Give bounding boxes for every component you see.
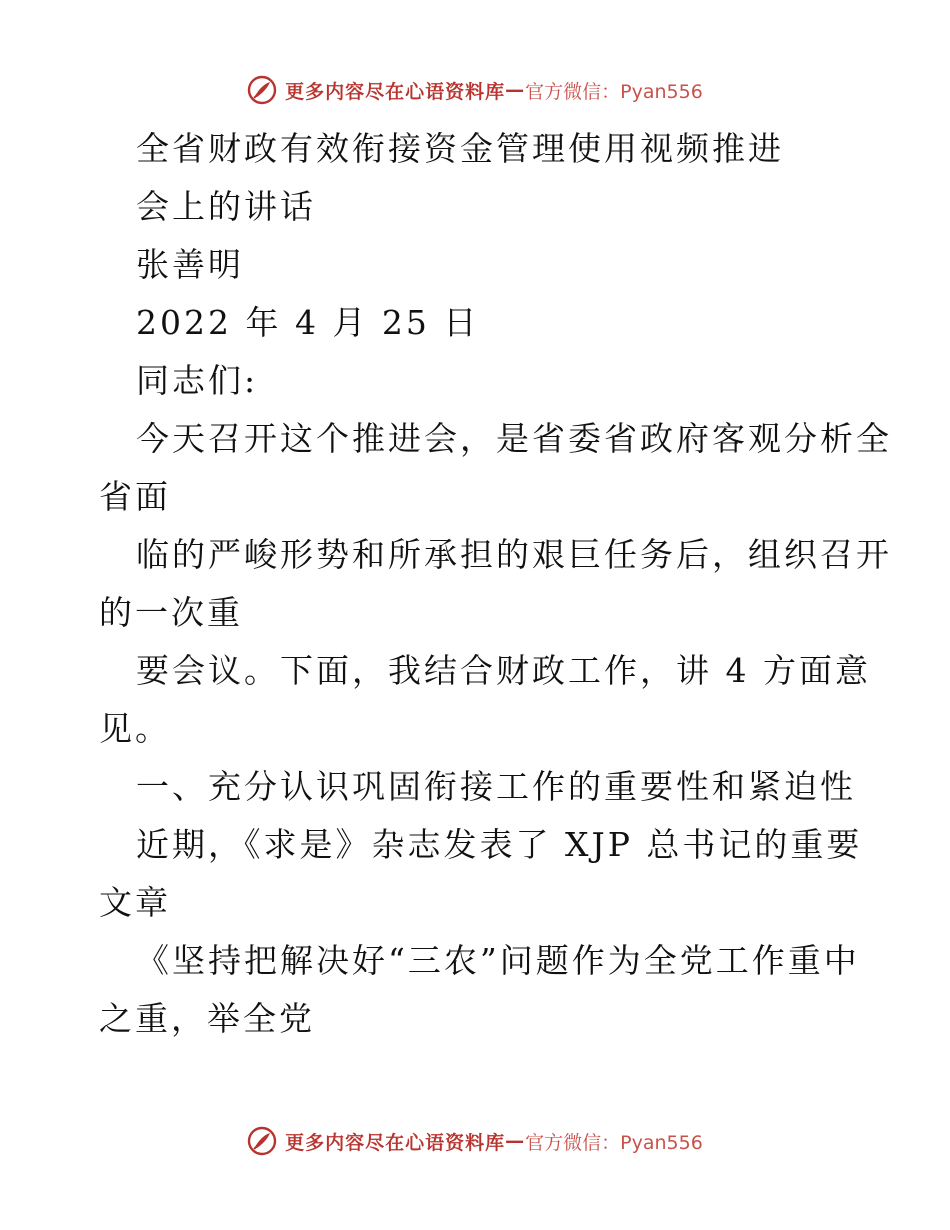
top-watermark-banner	[0, 70, 950, 110]
document-body	[0, 120, 950, 1048]
text-line: 《坚持把解决好“三农”问题作为全党工作重中	[136, 941, 860, 980]
text-line: 文章	[99, 883, 171, 922]
banner-dash: —	[505, 1130, 526, 1152]
text-line: 见。	[99, 709, 171, 748]
text-line: 2022 年 4 月 25 日	[136, 303, 480, 342]
banner-wechat: 官方微信：Pyan556	[525, 1131, 703, 1154]
text-line: 同志们:	[136, 361, 259, 400]
text-line: 今天召开这个推进会，是省委省政府客观分析全	[136, 419, 892, 458]
banner-wechat: 官方微信：Pyan556	[525, 80, 703, 103]
text-line: 要会议。下面，我结合财政工作，讲 4 方面意	[136, 651, 871, 690]
text-line: 的一次重	[99, 593, 243, 632]
text-line: 近期，《求是》杂志发表了 XJP 总书记的重要	[136, 825, 863, 864]
banner-dash: —	[505, 79, 526, 101]
text-line: 之重，举全党	[99, 999, 315, 1038]
quill-seal-icon	[247, 75, 277, 105]
text-line: 会上的讲话	[136, 187, 316, 226]
text-line: 张善明	[136, 245, 244, 284]
text-line: 全省财政有效衔接资金管理使用视频推进	[136, 129, 784, 168]
banner-title: 更多内容尽在心语资料库	[285, 80, 506, 103]
text-line: 省面	[99, 477, 171, 516]
quill-seal-icon	[247, 1126, 277, 1156]
banner-title: 更多内容尽在心语资料库	[285, 1131, 506, 1154]
bottom-watermark-banner	[0, 1121, 950, 1161]
text-line: 临的严峻形势和所承担的艰巨任务后，组织召开	[136, 535, 892, 574]
text-line: 一、充分认识巩固衔接工作的重要性和紧迫性	[136, 767, 856, 806]
